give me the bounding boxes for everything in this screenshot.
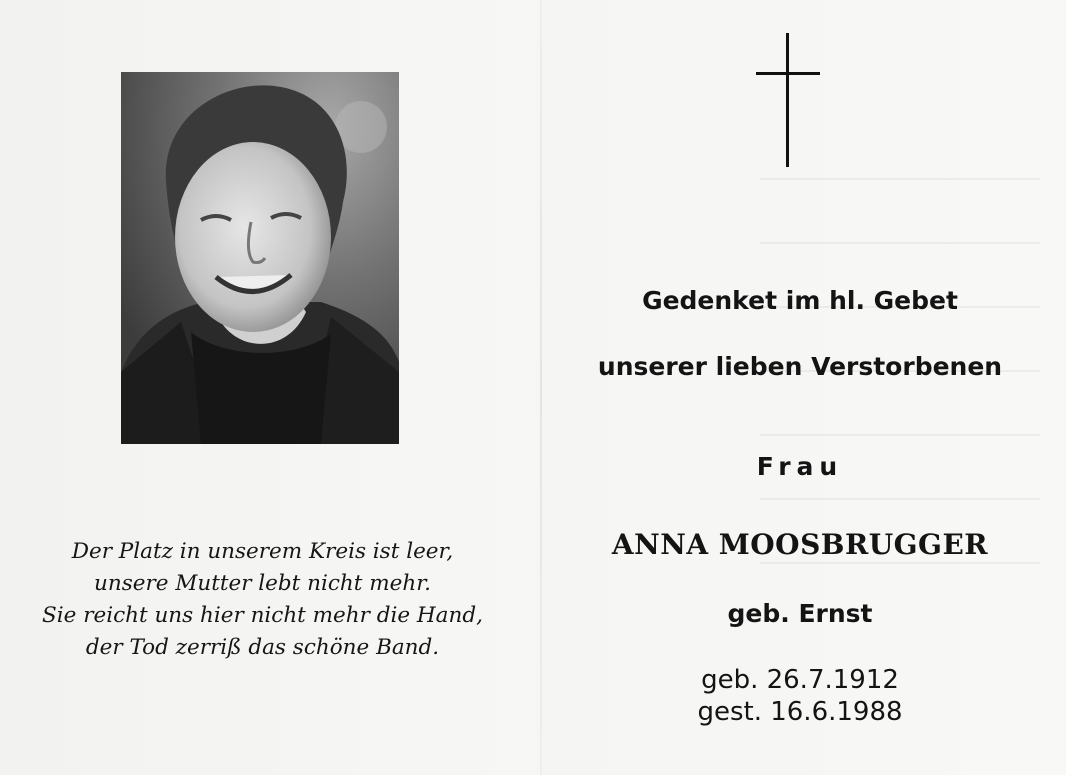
death-date: gest. 16.6.1988 <box>697 697 903 727</box>
memorial-verse <box>0 536 525 664</box>
verse-line: unsere Mutter lebt nicht mehr. <box>94 571 431 596</box>
prayer-line: Gedenket im hl. Gebet <box>642 286 958 315</box>
verse-line: der Tod zerriß das schöne Band. <box>85 635 440 660</box>
life-dates <box>560 664 1040 728</box>
deceased-intro: unserer lieben Verstorbenen <box>597 352 1003 381</box>
birth-date: geb. 26.7.1912 <box>701 665 899 695</box>
portrait-photo <box>121 72 399 444</box>
salutation: Frau <box>756 452 844 481</box>
verse-line: Sie reicht uns hier nicht mehr die Hand, <box>42 603 483 628</box>
card-fold <box>540 0 542 775</box>
verse-line: Der Platz in unserem Kreis ist leer, <box>71 539 454 564</box>
deceased-name: ANNA MOOSBRUGGER <box>611 528 989 561</box>
cross-icon <box>756 33 820 167</box>
maiden-name: geb. Ernst <box>727 599 873 628</box>
